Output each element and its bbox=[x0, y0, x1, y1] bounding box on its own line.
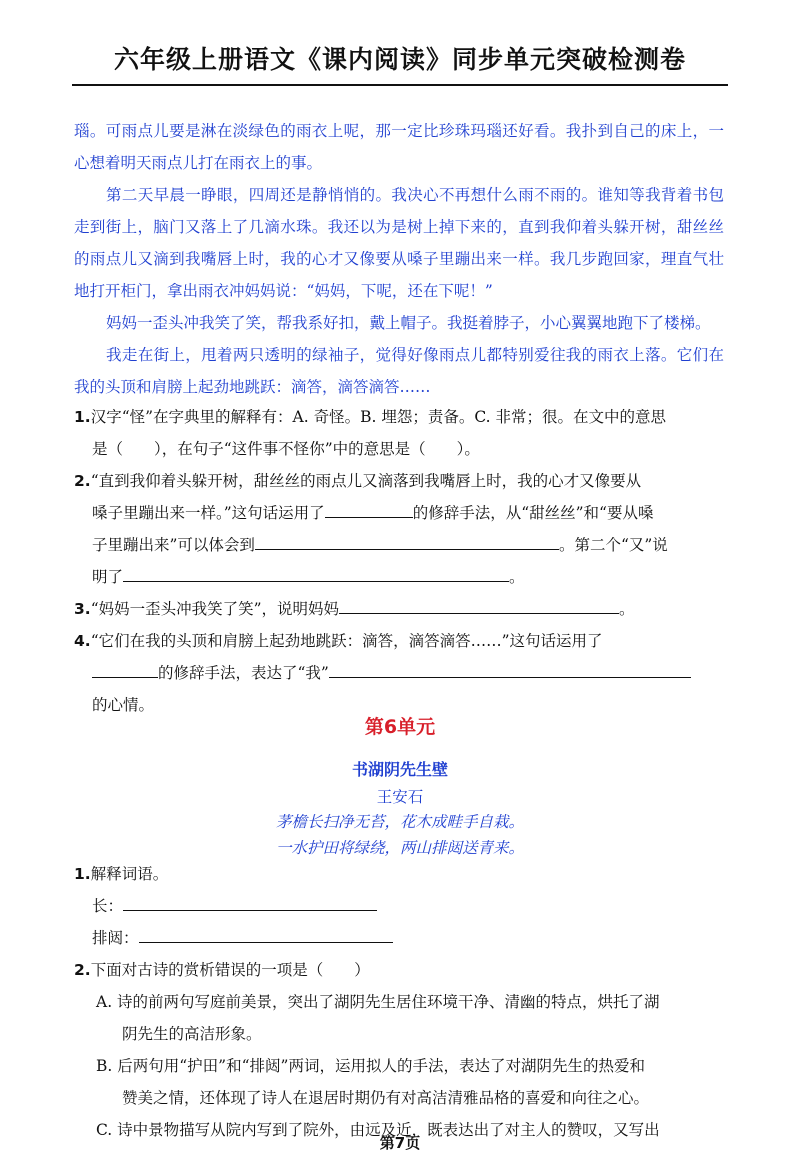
question-2-line3 bbox=[74, 529, 728, 561]
answer-blank[interactable] bbox=[255, 529, 559, 550]
poem-line: 一水护田将绿绕，两山排闼送青来。 bbox=[275, 839, 524, 857]
question-number: 2. bbox=[74, 961, 91, 979]
passage-paragraph: 瑙。可雨点儿要是淋在淡绿色的雨衣上呢，那一定比珍珠玛瑙还好看。我扑到自己的床上，一心想着明天雨点儿打在雨衣上的事。 bbox=[74, 122, 724, 172]
question-text: “直到我仰着头躲开树，甜丝丝的雨点儿又滴落到我嘴唇上时，我的心才又像要从 bbox=[90, 472, 642, 490]
question-3 bbox=[74, 593, 728, 625]
question-text: “它们在我的头顶和肩膀上起劲地跳跃：滴答，滴答滴答……”这句话运用了 bbox=[90, 632, 603, 650]
question-2-line2 bbox=[74, 497, 728, 529]
answer-blank[interactable] bbox=[325, 497, 413, 518]
passage-paragraph: 第二天早晨一睁眼，四周还是静悄悄的。我决心不再想什么雨不雨的。谁知等我背着书包走到街上，脑门又落上了几滴水珠。我还以为是树上掉下来的，直到我仰着头躲开树，甜丝丝的雨点儿又滴到我嘴唇上时，我的心才又像要从嗓子里蹦出来一样。我几步跑回家，理直气壮地打开柜门，拿出雨衣冲妈妈说：“妈妈，下呢，还在下呢！” bbox=[74, 186, 724, 300]
question-text: 汉字“怪”在字典里的解释有：A. 奇怪。B. 埋怨；责备。C. 非常；很。在文中的意思 bbox=[90, 408, 666, 426]
question-text: 明了 bbox=[92, 568, 124, 586]
term-row bbox=[74, 922, 728, 954]
question-4-line2 bbox=[74, 657, 728, 689]
unit-title: 第6单元 bbox=[364, 716, 436, 738]
question-4 bbox=[74, 625, 728, 657]
passage-paragraph: 我走在街上，甩着两只透明的绿袖子，觉得好像雨点儿都特别爱往我的雨衣上落。它们在我的头顶和肩膀上起劲地跳跃：滴答，滴答滴答…… bbox=[74, 346, 724, 396]
question-text: “妈妈一歪头冲我笑了笑”，说明妈妈 bbox=[90, 600, 340, 618]
question-number: 1. bbox=[74, 865, 91, 883]
question-number: 4. bbox=[74, 632, 91, 650]
option-b: B. 后两句用“护田”和“排闼”两词，运用拟人的手法，表达了对湖阴先生的热爱和 bbox=[96, 1057, 645, 1075]
question-text: ”中的意思是（ ）。 bbox=[324, 440, 480, 458]
question-number: 1. bbox=[74, 408, 91, 426]
question-section-b bbox=[74, 858, 728, 1146]
passage-paragraph: 妈妈一歪头冲我笑了笑，帮我系好扣，戴上帽子。我挺着脖子，小心翼翼地跑下了楼梯。 bbox=[106, 314, 711, 332]
question-text: 下面对古诗的赏析错误的一项是（ ） bbox=[90, 961, 370, 979]
answer-blank[interactable] bbox=[92, 657, 158, 678]
question-2 bbox=[74, 465, 728, 497]
emphasis-char: 你 bbox=[309, 440, 325, 458]
term-label: 长： bbox=[92, 897, 124, 915]
reading-passage bbox=[74, 115, 724, 403]
question-text: 是（ ），在句子“这件事不怪 bbox=[92, 440, 310, 458]
answer-blank[interactable] bbox=[123, 561, 509, 582]
question-1 bbox=[74, 401, 728, 433]
poem-author: 王安石 bbox=[376, 788, 424, 806]
answer-blank[interactable] bbox=[123, 890, 377, 911]
option-a: A. 诗的前两句写庭前美景，突出了湖阴先生居住环境干净、清幽的特点，烘托了湖 bbox=[96, 993, 660, 1011]
term-row bbox=[74, 890, 728, 922]
question-text: 子里蹦出来”可以体会到 bbox=[92, 536, 255, 554]
question-text: 。 bbox=[509, 568, 525, 586]
option-c: C. 诗中景物描写从院内写到了院外，由远及近，既表达出了对主人的赞叹，又写出 bbox=[96, 1121, 660, 1139]
question-text: 的修辞手法，表达了“我” bbox=[158, 664, 329, 682]
question-text: 解释词语。 bbox=[90, 865, 169, 883]
answer-blank[interactable] bbox=[339, 593, 619, 614]
question-section-a bbox=[74, 401, 728, 721]
poem-title: 书湖阴先生壁 bbox=[351, 760, 448, 779]
question-number: 2. bbox=[74, 472, 91, 490]
question-text: 。 bbox=[619, 600, 635, 618]
option-a-cont: 阴先生的高洁形象。 bbox=[122, 1025, 262, 1043]
option-b-cont: 赞美之情，还体现了诗人在退居时期仍有对高洁清雅品格的喜爱和向往之心。 bbox=[122, 1089, 650, 1107]
page-number: 第7页 bbox=[379, 1134, 421, 1152]
question-4-line3: 的心情。 bbox=[92, 696, 155, 714]
page-header-title: 六年级上册语文《课内阅读》同步单元突破检测卷 bbox=[113, 45, 686, 74]
header-divider bbox=[72, 84, 728, 86]
poem-line: 茅檐长扫净无苔，花木成畦手自栽。 bbox=[275, 813, 524, 831]
question-text: 。第二个“又”说 bbox=[558, 536, 668, 554]
question-number: 3. bbox=[74, 600, 91, 618]
question-1-line2 bbox=[74, 433, 728, 465]
question-text: 的修辞手法，从“甜丝丝”和“要从嗓 bbox=[412, 504, 654, 522]
question-1 bbox=[74, 858, 728, 890]
term-label: 排闼： bbox=[92, 929, 139, 947]
question-2-line4 bbox=[74, 561, 728, 593]
answer-blank[interactable] bbox=[329, 657, 691, 678]
answer-blank[interactable] bbox=[139, 922, 393, 943]
question-2 bbox=[74, 954, 728, 986]
question-text: 嗓子里蹦出来一样。”这句话运用了 bbox=[92, 504, 325, 522]
